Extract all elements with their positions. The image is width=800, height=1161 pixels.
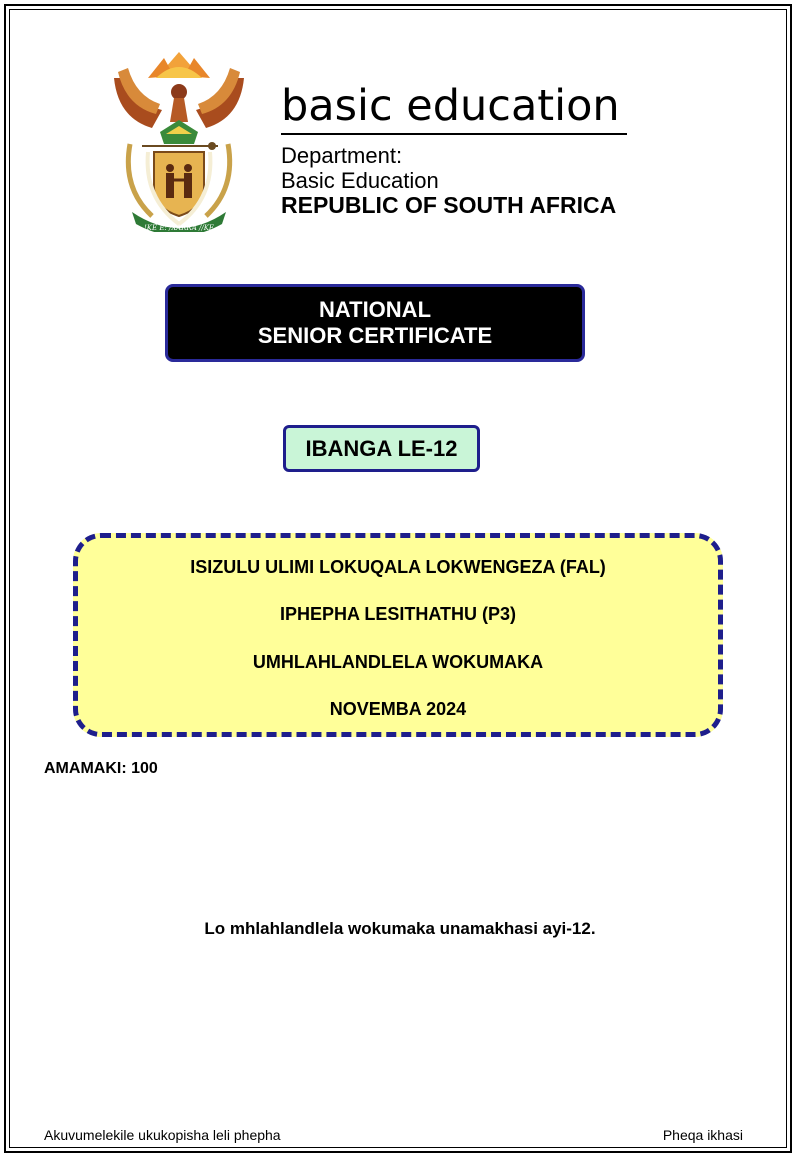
total-marks: AMAMAKI: 100 xyxy=(44,760,158,777)
department-heading xyxy=(281,80,631,218)
subject-title: ISIZULU ULIMI LOKUQALA LOKWENGEZA (FAL) xyxy=(190,557,606,577)
paper-number: IPHEPHA LESITHATHU (P3) xyxy=(279,604,516,624)
svg-text:!KE E: /XARRA //KE: !KE E: /XARRA //KE xyxy=(143,224,215,232)
brand-underline xyxy=(281,133,627,135)
certificate-title-box xyxy=(165,284,585,362)
sun-icon xyxy=(148,52,210,78)
page-count-note: Lo mhlahlandlela wokumaka unamakhasi ayi-12. xyxy=(204,919,596,938)
copyright-notice: Akuvumelekile ukukopisha leli phepha xyxy=(44,1127,281,1143)
brand-name: basic education xyxy=(281,81,620,131)
grade-badge: IBANGA LE-12 xyxy=(283,425,480,472)
turn-page-note: Pheqa ikhasi xyxy=(662,1127,743,1143)
bird-icon xyxy=(170,84,188,122)
department-name: Basic Education xyxy=(281,168,439,193)
exam-session: NOVEMBA 2024 xyxy=(329,699,467,719)
certificate-title-line2: SENIOR CERTIFICATE xyxy=(257,323,493,348)
paper-details-box xyxy=(73,533,723,737)
department-label: Department: xyxy=(281,143,403,168)
protea-icon xyxy=(160,120,198,144)
coat-of-arms-logo xyxy=(108,48,250,232)
document-type: UMHLAHLANDLELA WOKUMAKA xyxy=(252,652,544,672)
country-name: REPUBLIC OF SOUTH AFRICA xyxy=(281,192,617,218)
certificate-title-line1: NATIONAL xyxy=(318,297,432,322)
